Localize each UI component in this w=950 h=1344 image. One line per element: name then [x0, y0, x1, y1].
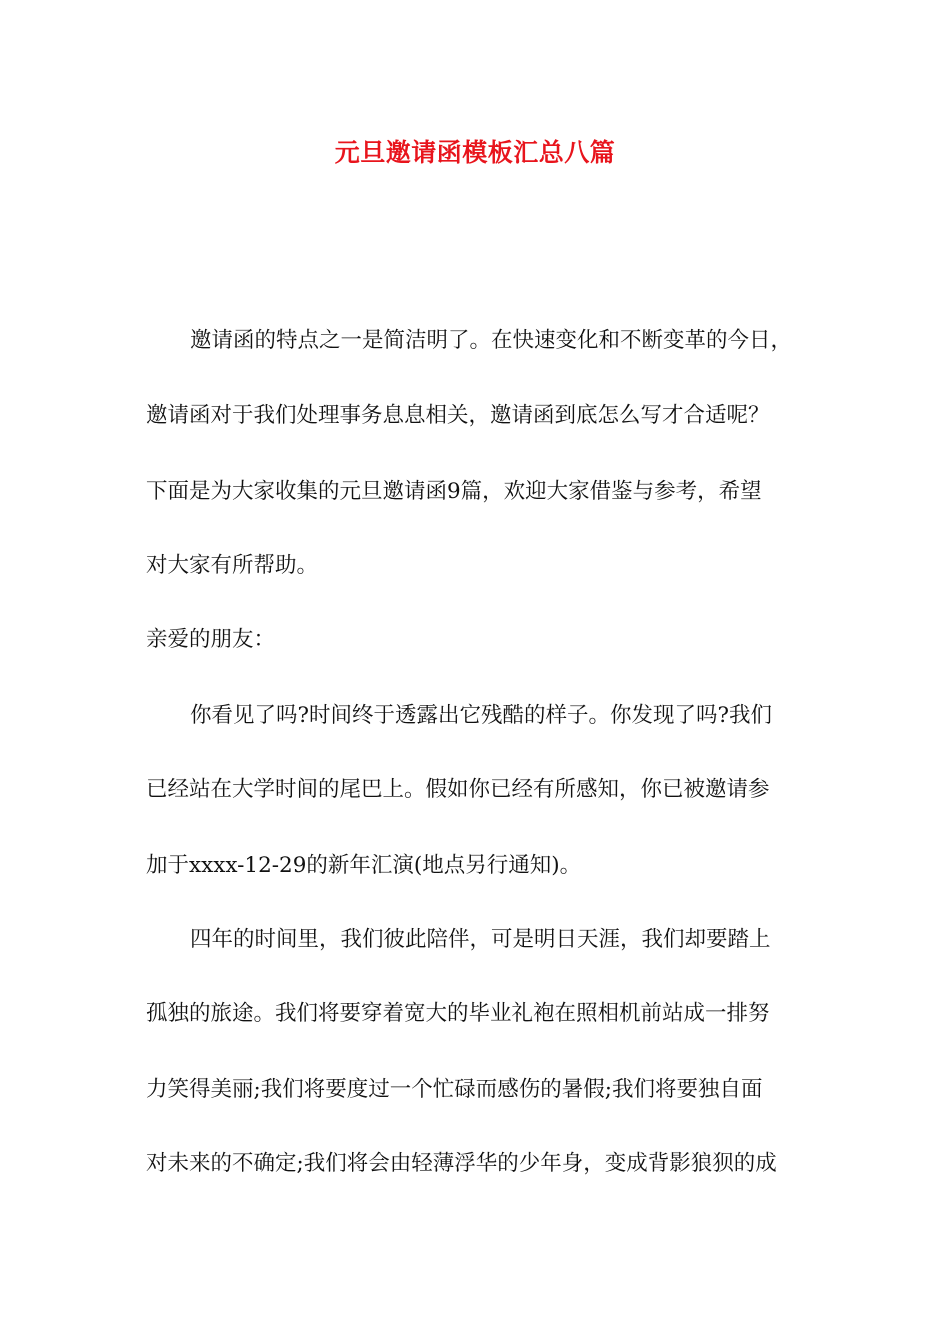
paragraph-line: 已经站在大学时间的尾巴上。假如你已经有所感知，你已被邀请参 [146, 777, 770, 802]
paragraph-line: 加于xxxx-12-29的新年汇演(地点另行通知)。 [146, 853, 582, 878]
paragraph-line: 你看见了吗?时间终于透露出它残酷的样子。你发现了吗?我们 [190, 703, 773, 728]
paragraph-line: 邀请函的特点之一是简洁明了。在快速变化和不断变革的今日， [190, 328, 793, 353]
paragraph-line: 下面是为大家收集的元旦邀请函9篇，欢迎大家借鉴与参考，希望 [146, 479, 762, 504]
paragraph-line: 孤独的旅途。我们将要穿着宽大的毕业礼袍在照相机前站成一排努 [146, 1001, 770, 1026]
paragraph-line: 对大家有所帮助。 [146, 553, 319, 578]
paragraph-line: 力笑得美丽;我们将要度过一个忙碌而感伤的暑假;我们将要独自面 [146, 1077, 763, 1102]
paragraph-line: 邀请函对于我们处理事务息息相关，邀请函到底怎么写才合适呢？ [146, 403, 770, 428]
document-title: 元旦邀请函模板汇总八篇 [334, 138, 616, 167]
salutation-line: 亲爱的朋友： [146, 627, 276, 652]
paragraph-line: 对未来的不确定;我们将会由轻薄浮华的少年身，变成背影狼狈的成 [146, 1151, 777, 1176]
paragraph-line: 四年的时间里，我们彼此陪伴，可是明日天涯，我们却要踏上 [190, 927, 771, 952]
